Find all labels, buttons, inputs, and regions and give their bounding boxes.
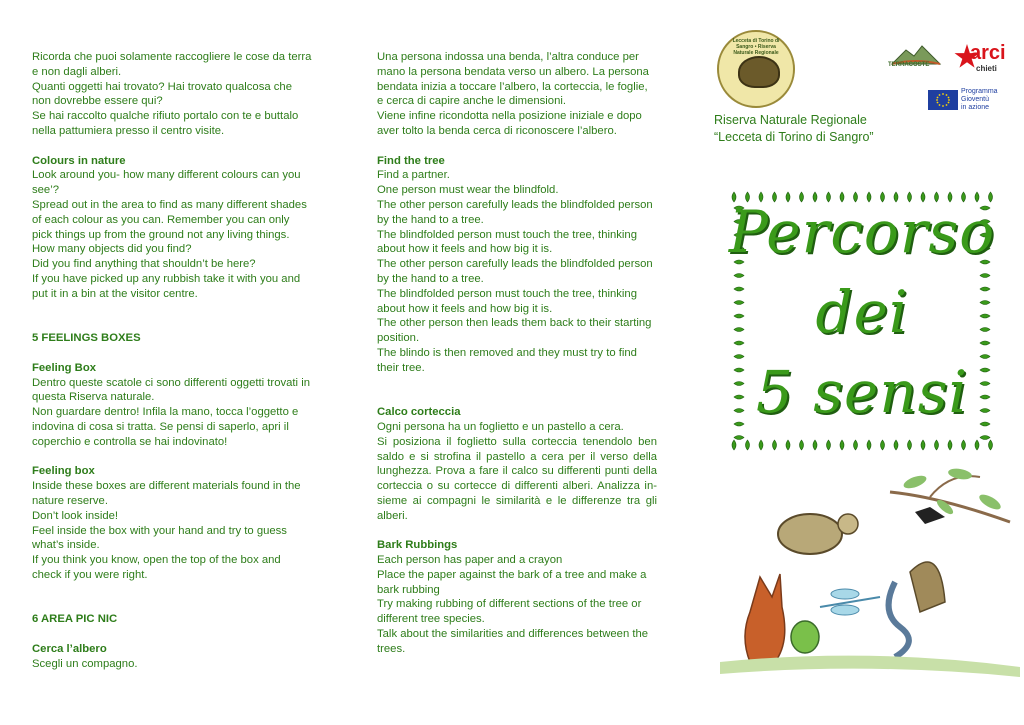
heading-bark-rubbings: Bark Rubbings <box>377 539 458 552</box>
leaf-ornament <box>908 440 912 450</box>
heading-feeling-box-en: Feeling box <box>32 465 95 478</box>
eu-program-line: in azione <box>961 104 990 111</box>
paragraph: Dentro queste scatole ci sono differenti oggetti trovati in questa Riserva naturale. <box>32 376 310 404</box>
heading-feeling-box-it: Feeling Box <box>32 361 97 374</box>
leaf-ornament <box>840 440 844 450</box>
leaf-ornament <box>980 436 990 440</box>
leaf-ornament <box>894 440 898 450</box>
animals-illustration <box>720 462 1020 712</box>
eu-program-text <box>961 88 998 112</box>
turtle-icon <box>738 56 780 88</box>
heading-find-tree: Find the tree <box>377 154 445 167</box>
paragraph: Find a partner. <box>377 169 450 182</box>
paragraph: Try making rubbing of different sections of the tree or different tree species. <box>377 598 642 626</box>
heading-calco-corteccia: Calco corteccia <box>377 406 461 419</box>
paragraph: The other person carefully leads the blindfolded person by the hand to a tree. <box>377 258 653 285</box>
leaf-ornament <box>813 440 817 450</box>
heading-section-5: 5 FEELINGS BOXES <box>32 332 141 345</box>
paragraph: The blindfolded person must touch the tree, thinking about how it feels and how big it is. <box>377 287 637 315</box>
paragraph: Look around you- how many different colours can you see’? <box>32 169 301 197</box>
leaf-ornament <box>773 440 777 450</box>
leaf-ornament <box>746 440 750 450</box>
paragraph: Place the paper against the bark of a tree and make a bark rubbing <box>377 568 647 596</box>
paragraph: Una persona indossa una benda, l’altra conduce per mano la persona bendata verso un albero. La persona bendata inizia a toccare l’albero, la corteccia, le foglie, e cerca di capire anche le dimensioni. <box>377 51 649 108</box>
leaf-ornament <box>734 436 744 440</box>
paragraph: Don’t look inside! <box>32 509 119 522</box>
leaf-ornament <box>921 440 925 450</box>
paragraph: Spread out in the area to find as many different shades of each colour as you can. Remember you can only pick things up from the ground not any living things. <box>32 198 307 241</box>
leaf-ornament <box>854 440 858 450</box>
middle-column <box>377 50 657 657</box>
heading-cerca-albero: Cerca l’albero <box>32 642 107 655</box>
paragraph: Ogni persona ha un foglietto e un pastello a cera. <box>377 420 624 433</box>
paragraph: Scegli un compagno. <box>32 657 138 670</box>
paragraph: Did you find anything that shouldn’t be here? <box>32 258 256 271</box>
arci-text: arci <box>970 42 1006 64</box>
leaf-ornament <box>786 440 790 450</box>
eu-program-line: Gioventù <box>961 96 990 103</box>
eu-program-line: Programma <box>961 88 998 95</box>
reserve-logo <box>717 30 795 108</box>
title-line-3: 5 sensi <box>755 358 969 426</box>
reserve-logo-text: Lecceta di Torino di Sangro • Riserva Naturale Regionale <box>732 38 780 56</box>
leaf-ornament <box>962 440 966 450</box>
title-frame <box>724 178 1000 456</box>
leaf-ornament <box>759 440 763 450</box>
leaf-ornament <box>800 440 804 450</box>
leaf-ornament <box>867 440 871 450</box>
arci-subtext: chieti <box>976 64 997 73</box>
leaf-ornament <box>948 440 952 450</box>
leaf-ornament <box>935 440 939 450</box>
leaf-ornament <box>827 440 831 450</box>
paragraph: If you think you know, open the top of the box and check if you were right. <box>32 554 281 581</box>
left-column <box>32 50 312 671</box>
reserve-line-2: “Lecceta di Torino di Sangro” <box>714 130 874 144</box>
paragraph: The other person then leads them back to their starting position. <box>377 317 652 345</box>
paragraph: How many objects did you find? <box>32 243 192 256</box>
paragraph: Each person has paper and a crayon <box>377 554 563 567</box>
paragraph: Quanti oggetti hai trovato? Hai trovato qualcosa che non dovrebbe essere qui? <box>32 80 292 108</box>
heading-colours: Colours in nature <box>32 154 126 167</box>
leaf-ornament <box>975 440 979 450</box>
paragraph: Talk about the similarities and differences between the trees. <box>377 628 649 655</box>
leaf-ornament <box>732 440 736 450</box>
paragraph: The other person carefully leads the blindfolded person by the hand to a tree. <box>377 198 653 226</box>
paragraph: Non guardare dentro! Infila la mano, tocca l’oggetto e indovina di cosa si tratta. Se pensi di saperlo, apri il coperchio e controlla se hai indovinato! <box>32 406 299 448</box>
heading-section-6: 6 AREA PIC NIC <box>32 613 118 626</box>
paragraph: Ricorda che puoi solamente raccogliere le cose da terra e non dagli alberi. <box>32 51 312 78</box>
leaf-ornament <box>989 440 993 450</box>
paragraph: The blindo is then removed and they must try to find their tree. <box>377 346 637 374</box>
terracoste-label: TERRACOSTE <box>888 62 930 68</box>
eu-flag-icon <box>928 90 958 110</box>
title-line-2: dei <box>815 278 909 346</box>
paragraph: If you have picked up any rubbish take it with you and put it in a bin at the visitor centre. <box>32 272 301 300</box>
leaf-ornament <box>734 274 744 278</box>
leaf-ornament <box>980 274 990 278</box>
paragraph: One person must wear the blindfold. <box>377 184 559 197</box>
title-line-1: Percorso <box>728 198 996 266</box>
leaf-ornament <box>881 440 885 450</box>
paragraph: The blindfolded person must touch the tree, thinking about how it feels and how big it is. <box>377 228 637 256</box>
reserve-line-1: Riserva Naturale Regionale <box>714 113 867 127</box>
paragraph: Viene infine ricondotta nella posizione iniziale e dopo aver tolto la benda cerca di riconoscere l’albero. <box>377 110 642 137</box>
paragraph: Feel inside the box with your hand and try to guess what’s inside. <box>32 524 287 552</box>
paragraph: Inside these boxes are different materials found in the nature reserve. <box>32 480 301 507</box>
paragraph: Si posiziona il foglietto sulla corteccia tenendolo ben saldo e si strofina il pastello a cera per il verso della lunghezza. Prova a fare il calco su differenti punti della corteccia o su cortecce di differenti alberi. Analizza in-sieme ai compagni le similarità e le differenze tra gli alberi. <box>377 435 657 522</box>
paragraph: Se hai raccolto qualche rifiuto portalo con te e buttalo nella pattumiera presso il centro visite. <box>32 110 299 137</box>
reserve-name <box>714 112 874 146</box>
